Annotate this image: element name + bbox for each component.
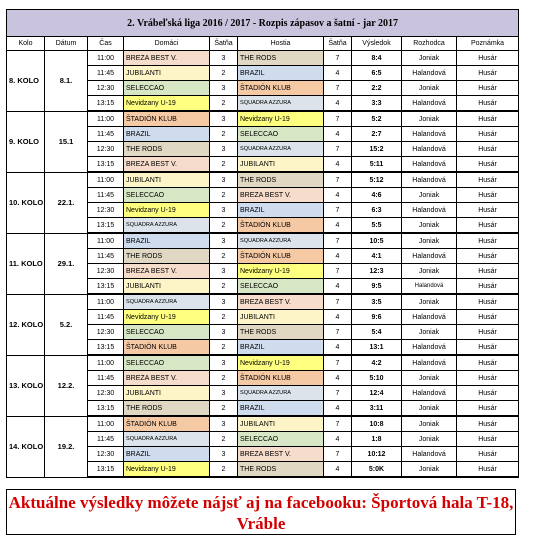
away-locker: 4 (324, 157, 352, 173)
away-team: BREZA BEST V. (238, 294, 324, 310)
away-locker: 4 (324, 432, 352, 447)
away-locker: 4 (324, 249, 352, 264)
match-time: 13:15 (88, 157, 124, 173)
note: Husár (457, 203, 519, 218)
match-result: 3:5 (352, 294, 402, 310)
away-locker: 4 (324, 127, 352, 142)
header-datum: Dátum (45, 37, 88, 51)
referee: Joniak (402, 218, 457, 234)
match-result: 2:7 (352, 127, 402, 142)
match-time: 11:45 (88, 127, 124, 142)
match-result: 4:2 (352, 355, 402, 371)
note: Husár (457, 371, 519, 386)
match-result: 5:10 (352, 371, 402, 386)
away-locker: 4 (324, 340, 352, 356)
home-locker: 2 (210, 249, 238, 264)
note: Husár (457, 416, 519, 432)
away-team: JUBILANTI (238, 310, 324, 325)
note: Husár (457, 233, 519, 249)
match-result: 5:2 (352, 111, 402, 127)
round-label: 9. KOLO (7, 111, 45, 172)
home-locker: 2 (210, 462, 238, 478)
home-locker: 2 (210, 66, 238, 81)
home-locker: 3 (210, 172, 238, 188)
home-team: SQUADRA AZZURA (124, 432, 210, 447)
away-team: BREZA BEST V. (238, 447, 324, 462)
referee: Joniak (402, 294, 457, 310)
referee: Halandová (402, 96, 457, 112)
note: Husár (457, 157, 519, 173)
round-date: 5.2. (45, 294, 88, 355)
home-team: THE RODS (124, 249, 210, 264)
match-time: 11:45 (88, 188, 124, 203)
note: Husár (457, 325, 519, 340)
match-time: 11:00 (88, 416, 124, 432)
header-hostia: Hostia (238, 37, 324, 51)
match-time: 13:15 (88, 218, 124, 234)
match-result: 5:5 (352, 218, 402, 234)
match-time: 11:45 (88, 310, 124, 325)
home-locker: 3 (210, 264, 238, 279)
away-locker: 4 (324, 371, 352, 386)
away-locker: 4 (324, 310, 352, 325)
round-date: 15.1 (45, 111, 88, 172)
round-date: 12.2. (45, 355, 88, 416)
referee: Halandová (402, 142, 457, 157)
note: Husár (457, 127, 519, 142)
note: Husár (457, 81, 519, 96)
home-locker: 3 (210, 355, 238, 371)
match-time: 12:30 (88, 447, 124, 462)
referee: Joniak (402, 111, 457, 127)
away-locker: 7 (324, 325, 352, 340)
note: Husár (457, 51, 519, 66)
match-result: 5:4 (352, 325, 402, 340)
home-locker: 2 (210, 127, 238, 142)
home-team: Nevidzany U-19 (124, 203, 210, 218)
referee: Joniak (402, 325, 457, 340)
away-locker: 7 (324, 81, 352, 96)
referee: Joniak (402, 371, 457, 386)
match-time: 12:30 (88, 325, 124, 340)
match-time: 11:00 (88, 172, 124, 188)
away-team: SQUADRA AZZURA (238, 142, 324, 157)
away-team: SQUADRA AZZURA (238, 233, 324, 249)
home-locker: 3 (210, 386, 238, 401)
match-result: 10:5 (352, 233, 402, 249)
match-result: 5:0K (352, 462, 402, 478)
header-domaci: Domáci (124, 37, 210, 51)
note: Husár (457, 401, 519, 417)
home-locker: 2 (210, 401, 238, 417)
match-result: 3:3 (352, 96, 402, 112)
away-team: SELECCAO (238, 279, 324, 295)
match-time: 12:30 (88, 142, 124, 157)
home-locker: 2 (210, 371, 238, 386)
facebook-notice: Aktuálne výsledky môžete nájsť aj na facebooku: Športová hala T-18, Vráble (6, 489, 516, 535)
referee: Halandová (402, 310, 457, 325)
away-team: ŠTADIÓN KLUB (238, 249, 324, 264)
home-team: Nevidzany U-19 (124, 462, 210, 478)
away-team: JUBILANTI (238, 416, 324, 432)
away-locker: 7 (324, 142, 352, 157)
home-team: JUBILANTI (124, 172, 210, 188)
away-locker: 7 (324, 233, 352, 249)
away-locker: 7 (324, 355, 352, 371)
round-label: 8. KOLO (7, 51, 45, 112)
round-date: 22.1. (45, 172, 88, 233)
home-locker: 2 (210, 279, 238, 295)
away-team: SQUADRA AZZURA (238, 386, 324, 401)
note: Husár (457, 432, 519, 447)
home-team: SELECCAO (124, 325, 210, 340)
match-time: 12:30 (88, 386, 124, 401)
home-locker: 3 (210, 111, 238, 127)
match-result: 6:5 (352, 66, 402, 81)
home-team: ŠTADIÓN KLUB (124, 416, 210, 432)
home-locker: 3 (210, 81, 238, 96)
round-date: 29.1. (45, 233, 88, 294)
match-time: 13:15 (88, 96, 124, 112)
home-team: ŠTADIÓN KLUB (124, 111, 210, 127)
referee: Halandová (402, 447, 457, 462)
note: Husár (457, 447, 519, 462)
home-team: SELECCAO (124, 355, 210, 371)
referee: Halandová (402, 355, 457, 371)
away-locker: 4 (324, 218, 352, 234)
note: Husár (457, 462, 519, 478)
match-result: 10:12 (352, 447, 402, 462)
match-row (7, 416, 519, 432)
away-team: ŠTADIÓN KLUB (238, 81, 324, 96)
header-poznamka: Poznámka (457, 37, 519, 51)
match-time: 12:30 (88, 81, 124, 96)
home-team: SQUADRA AZZURA (124, 294, 210, 310)
match-time: 11:00 (88, 294, 124, 310)
match-time: 12:30 (88, 264, 124, 279)
away-locker: 4 (324, 462, 352, 478)
home-locker: 3 (210, 416, 238, 432)
away-team: Nevidzany U-19 (238, 111, 324, 127)
match-row (7, 51, 519, 66)
match-row (7, 294, 519, 310)
header-rozhodca: Rozhodca (402, 37, 457, 51)
home-team: SELECCAO (124, 188, 210, 203)
referee: Joniak (402, 462, 457, 478)
match-row (7, 355, 519, 371)
match-time: 11:00 (88, 111, 124, 127)
away-locker: 4 (324, 188, 352, 203)
home-locker: 2 (210, 188, 238, 203)
note: Husár (457, 340, 519, 356)
home-locker: 2 (210, 432, 238, 447)
referee: Joniak (402, 233, 457, 249)
match-result: 5:12 (352, 172, 402, 188)
away-locker: 4 (324, 401, 352, 417)
referee: Joniak (402, 416, 457, 432)
home-team: JUBILANTI (124, 66, 210, 81)
home-team: BRAZIL (124, 233, 210, 249)
match-time: 11:00 (88, 51, 124, 66)
away-team: THE RODS (238, 325, 324, 340)
match-time: 11:45 (88, 66, 124, 81)
referee: Halandová (402, 172, 457, 188)
referee: Joniak (402, 264, 457, 279)
away-team: BRAZIL (238, 340, 324, 356)
match-result: 5:11 (352, 157, 402, 173)
home-team: JUBILANTI (124, 279, 210, 295)
away-locker: 7 (324, 203, 352, 218)
referee: Halandová (402, 249, 457, 264)
note: Husár (457, 142, 519, 157)
home-locker: 3 (210, 233, 238, 249)
away-locker: 7 (324, 447, 352, 462)
away-team: ŠTADIÓN KLUB (238, 371, 324, 386)
referee: Joniak (402, 188, 457, 203)
round-label: 10. KOLO (7, 172, 45, 233)
round-date: 19.2. (45, 416, 88, 477)
referee: Joniak (402, 432, 457, 447)
home-locker: 2 (210, 218, 238, 234)
home-team: BREZA BEST V. (124, 51, 210, 66)
referee: Joniak (402, 401, 457, 417)
home-locker: 3 (210, 294, 238, 310)
match-result: 15:2 (352, 142, 402, 157)
away-locker: 4 (324, 66, 352, 81)
away-locker: 7 (324, 294, 352, 310)
note: Husár (457, 386, 519, 401)
home-locker: 2 (210, 157, 238, 173)
match-time: 13:15 (88, 279, 124, 295)
home-team: THE RODS (124, 142, 210, 157)
note: Husár (457, 66, 519, 81)
home-team: ŠTADIÓN KLUB (124, 340, 210, 356)
match-result: 9:6 (352, 310, 402, 325)
match-time: 11:00 (88, 233, 124, 249)
note: Husár (457, 172, 519, 188)
match-time: 13:15 (88, 340, 124, 356)
round-label: 11. KOLO (7, 233, 45, 294)
home-locker: 3 (210, 51, 238, 66)
away-locker: 7 (324, 386, 352, 401)
home-locker: 3 (210, 203, 238, 218)
home-team: Nevidzany U-19 (124, 96, 210, 112)
away-team: THE RODS (238, 462, 324, 478)
home-locker: 3 (210, 325, 238, 340)
away-team: ŠTADIÓN KLUB (238, 218, 324, 234)
referee: Joniak (402, 81, 457, 96)
note: Husár (457, 310, 519, 325)
match-result: 10:8 (352, 416, 402, 432)
schedule-title: 2. Vrábeľská liga 2016 / 2017 - Rozpis zápasov a šatní - jar 2017 (7, 10, 519, 37)
header-cas: Čas (88, 37, 124, 51)
home-team: Nevidzany U-19 (124, 310, 210, 325)
match-result: 12:4 (352, 386, 402, 401)
referee: Halandová (402, 340, 457, 356)
match-result: 4:6 (352, 188, 402, 203)
match-time: 11:45 (88, 249, 124, 264)
schedule-table (6, 9, 519, 478)
note: Husár (457, 264, 519, 279)
home-team: BRAZIL (124, 447, 210, 462)
note: Husár (457, 294, 519, 310)
match-row (7, 111, 519, 127)
note: Husár (457, 355, 519, 371)
away-locker: 4 (324, 279, 352, 295)
match-result: 4:1 (352, 249, 402, 264)
match-result: 3:11 (352, 401, 402, 417)
match-time: 11:45 (88, 432, 124, 447)
match-result: 1:8 (352, 432, 402, 447)
referee: Halandová (402, 157, 457, 173)
match-time: 12:30 (88, 203, 124, 218)
match-time: 11:00 (88, 355, 124, 371)
match-result: 8:4 (352, 51, 402, 66)
away-team: SELECCAO (238, 127, 324, 142)
match-time: 13:15 (88, 401, 124, 417)
match-time: 13:15 (88, 462, 124, 478)
note: Husár (457, 111, 519, 127)
home-team: JUBILANTI (124, 386, 210, 401)
note: Husár (457, 96, 519, 112)
away-team: SELECCAO (238, 432, 324, 447)
away-team: THE RODS (238, 172, 324, 188)
match-row (7, 172, 519, 188)
note: Husár (457, 188, 519, 203)
home-locker: 3 (210, 447, 238, 462)
away-team: THE RODS (238, 51, 324, 66)
home-team: BREZA BEST V. (124, 157, 210, 173)
note: Husár (457, 279, 519, 295)
round-date: 8.1. (45, 51, 88, 112)
home-team: THE RODS (124, 401, 210, 417)
away-team: Nevidzany U-19 (238, 355, 324, 371)
column-headers (7, 37, 519, 51)
note: Husár (457, 249, 519, 264)
referee: Halandová (402, 386, 457, 401)
home-locker: 3 (210, 142, 238, 157)
round-label: 13. KOLO (7, 355, 45, 416)
schedule-sheet (6, 9, 518, 478)
away-team: SQUADRA AZZURA (238, 96, 324, 112)
away-locker: 7 (324, 111, 352, 127)
header-vysledok: Výsledok (352, 37, 402, 51)
match-result: 9:5 (352, 279, 402, 295)
home-locker: 2 (210, 96, 238, 112)
home-team: SQUADRA AZZURA (124, 218, 210, 234)
away-locker: 7 (324, 264, 352, 279)
header-satna-home: Šatňa (210, 37, 238, 51)
home-team: BRAZIL (124, 127, 210, 142)
away-team: BRAZIL (238, 66, 324, 81)
match-result: 6:3 (352, 203, 402, 218)
match-result: 2:2 (352, 81, 402, 96)
round-label: 14. KOLO (7, 416, 45, 477)
away-team: Nevidzany U-19 (238, 264, 324, 279)
home-locker: 2 (210, 310, 238, 325)
match-result: 12:3 (352, 264, 402, 279)
away-team: BREZA BEST V. (238, 188, 324, 203)
away-locker: 7 (324, 416, 352, 432)
away-team: JUBILANTI (238, 157, 324, 173)
away-locker: 7 (324, 51, 352, 66)
away-locker: 7 (324, 172, 352, 188)
note: Husár (457, 218, 519, 234)
home-team: BREZA BEST V. (124, 371, 210, 386)
referee: Halandová (402, 66, 457, 81)
match-time: 11:45 (88, 371, 124, 386)
round-label: 12. KOLO (7, 294, 45, 355)
referee: Halandová (402, 127, 457, 142)
match-result: 13:1 (352, 340, 402, 356)
away-team: BRAZIL (238, 203, 324, 218)
away-locker: 4 (324, 96, 352, 112)
home-locker: 2 (210, 340, 238, 356)
home-team: BREZA BEST V. (124, 264, 210, 279)
referee: Joniak (402, 51, 457, 66)
header-satna-away: Šatňa (324, 37, 352, 51)
header-kolo: Kolo (7, 37, 45, 51)
match-row (7, 233, 519, 249)
referee: Halandová (402, 279, 457, 295)
away-team: BRAZIL (238, 401, 324, 417)
referee: Halandová (402, 203, 457, 218)
home-team: SELECCAO (124, 81, 210, 96)
